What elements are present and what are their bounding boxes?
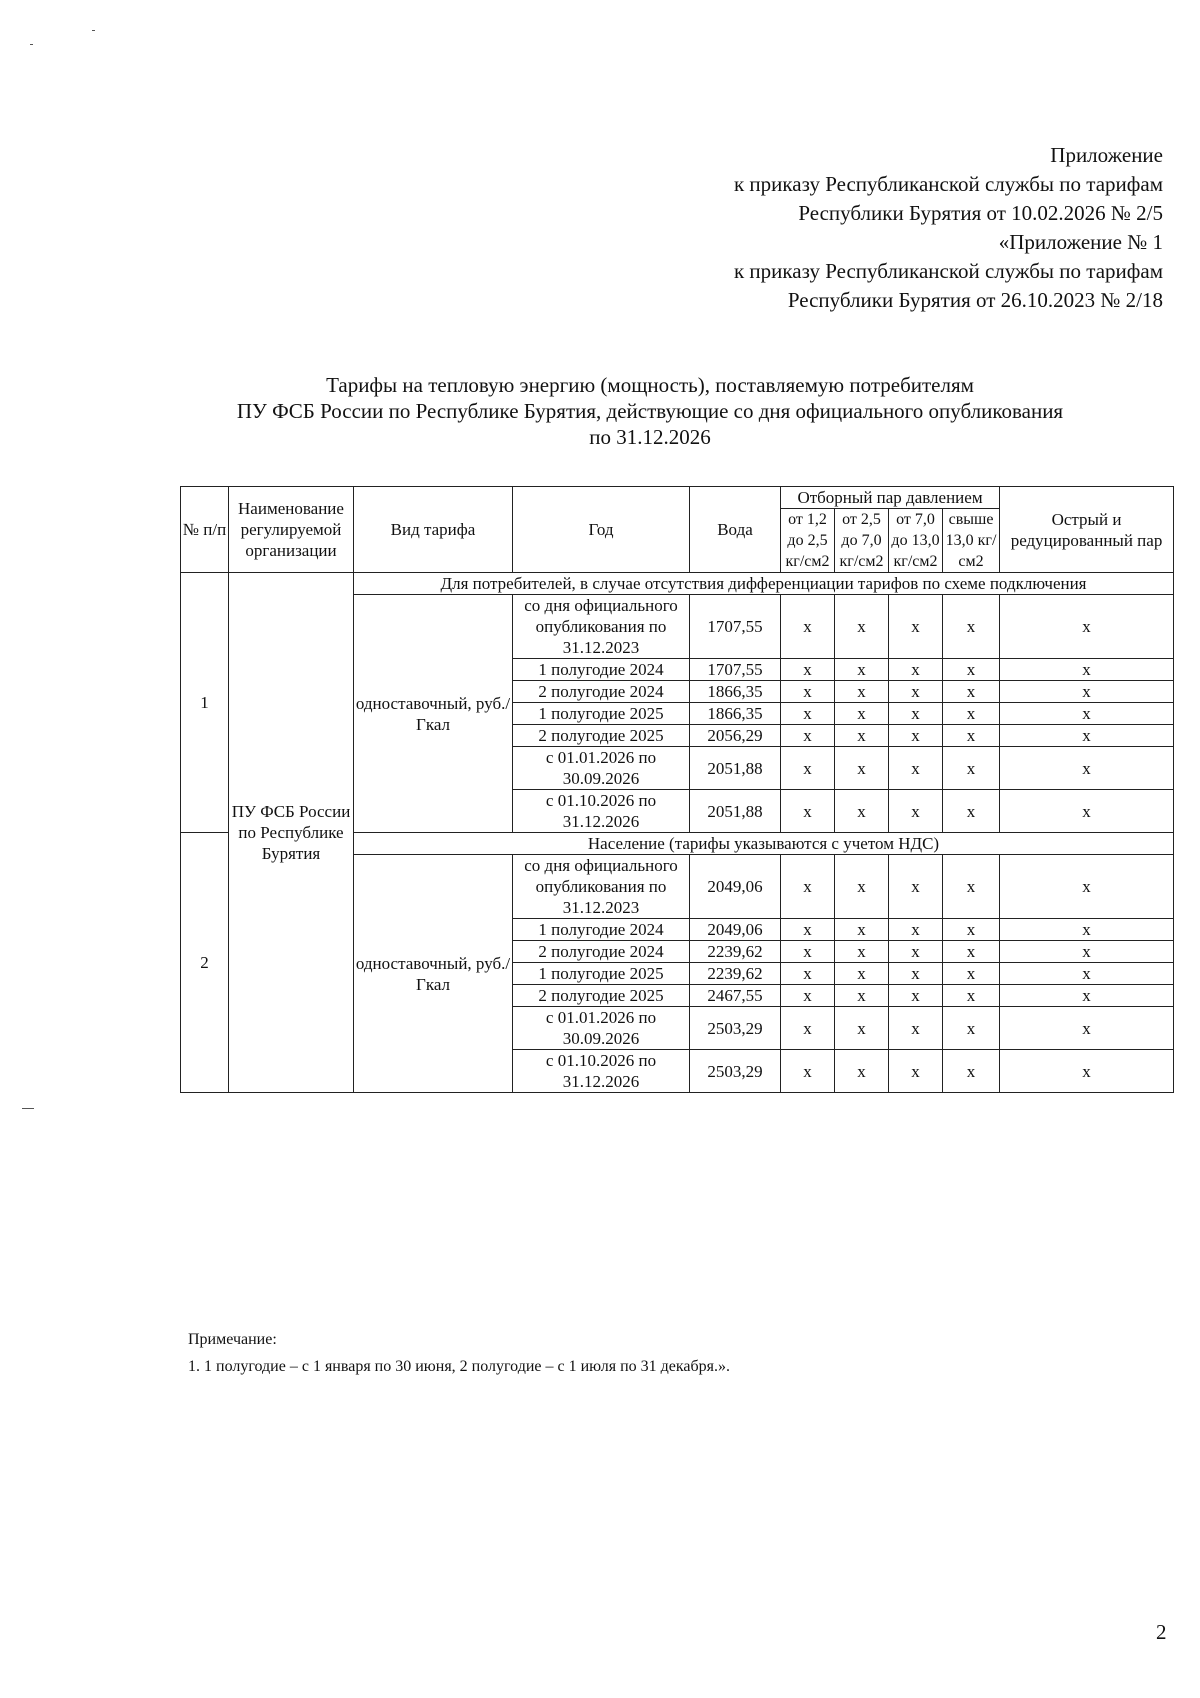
na-mark: х: [889, 855, 943, 919]
row-number: 2: [181, 833, 229, 1093]
na-mark: х: [781, 1050, 835, 1093]
na-mark: х: [889, 1050, 943, 1093]
na-mark: х: [1000, 963, 1174, 985]
na-mark: х: [781, 855, 835, 919]
header-line: «Приложение № 1: [998, 230, 1163, 254]
water-value: 2239,62: [690, 963, 781, 985]
header-row: [181, 487, 1174, 509]
header-water: Вода: [690, 487, 781, 573]
period-cell: с 01.10.2026 по 31.12.2026: [513, 790, 690, 833]
header-line: к приказу Республиканской службы по тарифам: [733, 259, 1163, 283]
na-mark: х: [943, 595, 1000, 659]
row-number: 1: [181, 573, 229, 833]
document-header: [463, 141, 1163, 315]
na-mark: х: [943, 659, 1000, 681]
na-mark: х: [943, 941, 1000, 963]
section-title: Для потребителей, в случае отсутствия дифференциации тарифов по схеме подключения: [354, 573, 1174, 595]
period-cell: 2 полугодие 2024: [513, 681, 690, 703]
period-cell: со дня официального опубликования по 31.12.2023: [513, 855, 690, 919]
title-line: ПУ ФСБ России по Республике Бурятия, действующие со дня официального опубликования: [236, 399, 1064, 423]
header-line: Республики Бурятия от 26.10.2023 № 2/18: [787, 288, 1163, 312]
na-mark: х: [781, 985, 835, 1007]
na-mark: х: [1000, 659, 1174, 681]
tariff-type: одноставочный, руб./Гкал: [354, 595, 513, 833]
scan-speck: [22, 1108, 34, 1109]
na-mark: х: [1000, 790, 1174, 833]
na-mark: х: [889, 790, 943, 833]
header-line: Приложение: [1050, 143, 1163, 167]
water-value: 1707,55: [690, 659, 781, 681]
na-mark: х: [835, 747, 889, 790]
na-mark: х: [1000, 941, 1174, 963]
period-cell: 2 полугодие 2025: [513, 985, 690, 1007]
water-value: 2239,62: [690, 941, 781, 963]
header-steam-1: от 1,2 до 2,5 кг/см2: [781, 509, 835, 573]
header-steam-group: Отборный пар давлением: [781, 487, 1000, 509]
na-mark: х: [889, 941, 943, 963]
water-value: 2056,29: [690, 725, 781, 747]
title-line: Тарифы на тепловую энергию (мощность), поставляемую потребителям: [326, 373, 974, 397]
water-value: 2051,88: [690, 790, 781, 833]
header-steam-3: от 7,0 до 13,0 кг/см2: [889, 509, 943, 573]
na-mark: х: [943, 703, 1000, 725]
na-mark: х: [943, 681, 1000, 703]
period-cell: 1 полугодие 2025: [513, 703, 690, 725]
period-cell: 1 полугодие 2024: [513, 659, 690, 681]
na-mark: х: [943, 747, 1000, 790]
na-mark: х: [781, 941, 835, 963]
na-mark: х: [1000, 1050, 1174, 1093]
na-mark: х: [889, 703, 943, 725]
na-mark: х: [835, 790, 889, 833]
na-mark: х: [835, 919, 889, 941]
na-mark: х: [835, 963, 889, 985]
organization-name: ПУ ФСБ России по Республике Бурятия: [229, 573, 354, 1093]
na-mark: х: [781, 681, 835, 703]
period-cell: с 01.01.2026 по 30.09.2026: [513, 747, 690, 790]
na-mark: х: [781, 919, 835, 941]
water-value: 2503,29: [690, 1050, 781, 1093]
section-title: Население (тарифы указываются с учетом НДС): [354, 833, 1174, 855]
header-line: к приказу Республиканской службы по тарифам: [733, 172, 1163, 196]
na-mark: х: [943, 855, 1000, 919]
na-mark: х: [835, 703, 889, 725]
na-mark: х: [889, 747, 943, 790]
na-mark: х: [943, 963, 1000, 985]
na-mark: х: [835, 595, 889, 659]
na-mark: х: [1000, 725, 1174, 747]
document-title: [150, 372, 1150, 450]
na-mark: х: [781, 595, 835, 659]
na-mark: х: [781, 703, 835, 725]
na-mark: х: [943, 1007, 1000, 1050]
na-mark: х: [1000, 747, 1174, 790]
note: [188, 1326, 730, 1380]
note-label: Примечание:: [188, 1331, 277, 1348]
tariff-table: [180, 486, 1174, 1093]
header-line: Республики Бурятия от 10.02.2026 № 2/5: [798, 201, 1163, 225]
na-mark: х: [781, 747, 835, 790]
na-mark: х: [889, 985, 943, 1007]
na-mark: х: [889, 919, 943, 941]
period-cell: с 01.10.2026 по 31.12.2026: [513, 1050, 690, 1093]
na-mark: х: [889, 1007, 943, 1050]
period-cell: со дня официального опубликования по 31.12.2023: [513, 595, 690, 659]
water-value: 1707,55: [690, 595, 781, 659]
na-mark: х: [889, 595, 943, 659]
na-mark: х: [835, 1007, 889, 1050]
na-mark: х: [781, 790, 835, 833]
period-cell: 2 полугодие 2025: [513, 725, 690, 747]
tariff-type: одноставочный, руб./Гкал: [354, 855, 513, 1093]
scan-speck: [92, 30, 95, 31]
na-mark: х: [835, 681, 889, 703]
page-number: 2: [1156, 1620, 1167, 1644]
na-mark: х: [943, 985, 1000, 1007]
table-body: [181, 487, 1174, 1093]
na-mark: х: [1000, 919, 1174, 941]
na-mark: х: [1000, 681, 1174, 703]
period-cell: с 01.01.2026 по 30.09.2026: [513, 1007, 690, 1050]
water-value: 2051,88: [690, 747, 781, 790]
period-cell: 1 полугодие 2024: [513, 919, 690, 941]
water-value: 2049,06: [690, 919, 781, 941]
na-mark: х: [781, 725, 835, 747]
na-mark: х: [889, 681, 943, 703]
water-value: 2467,55: [690, 985, 781, 1007]
header-year: Год: [513, 487, 690, 573]
na-mark: х: [943, 725, 1000, 747]
period-cell: 2 полугодие 2024: [513, 941, 690, 963]
na-mark: х: [835, 985, 889, 1007]
na-mark: х: [1000, 985, 1174, 1007]
na-mark: х: [1000, 855, 1174, 919]
na-mark: х: [835, 941, 889, 963]
na-mark: х: [943, 790, 1000, 833]
water-value: 2049,06: [690, 855, 781, 919]
na-mark: х: [781, 963, 835, 985]
title-line: по 31.12.2026: [589, 425, 711, 449]
na-mark: х: [1000, 1007, 1174, 1050]
na-mark: х: [1000, 595, 1174, 659]
header-steam-2: от 2,5 до 7,0 кг/см2: [835, 509, 889, 573]
water-value: 2503,29: [690, 1007, 781, 1050]
na-mark: х: [889, 725, 943, 747]
water-value: 1866,35: [690, 703, 781, 725]
na-mark: х: [835, 1050, 889, 1093]
header-org: Наименование регулируемой организации: [229, 487, 354, 573]
header-steam-4: свыше 13,0 кг/см2: [943, 509, 1000, 573]
scan-speck: [30, 44, 33, 45]
na-mark: х: [781, 659, 835, 681]
water-value: 1866,35: [690, 681, 781, 703]
header-sharp-steam: Острый и редуцированный пар: [1000, 487, 1174, 573]
na-mark: х: [943, 1050, 1000, 1093]
na-mark: х: [889, 659, 943, 681]
section-title-row: [181, 573, 1174, 595]
na-mark: х: [1000, 703, 1174, 725]
na-mark: х: [781, 1007, 835, 1050]
note-item: 1. 1 полугодие – с 1 января по 30 июня, 2 полугодие – с 1 июля по 31 декабря.».: [188, 1358, 731, 1375]
na-mark: х: [889, 963, 943, 985]
na-mark: х: [835, 725, 889, 747]
period-cell: 1 полугодие 2025: [513, 963, 690, 985]
header-type: Вид тарифа: [354, 487, 513, 573]
na-mark: х: [943, 919, 1000, 941]
header-num: № п/п: [181, 487, 229, 573]
na-mark: х: [835, 659, 889, 681]
na-mark: х: [835, 855, 889, 919]
